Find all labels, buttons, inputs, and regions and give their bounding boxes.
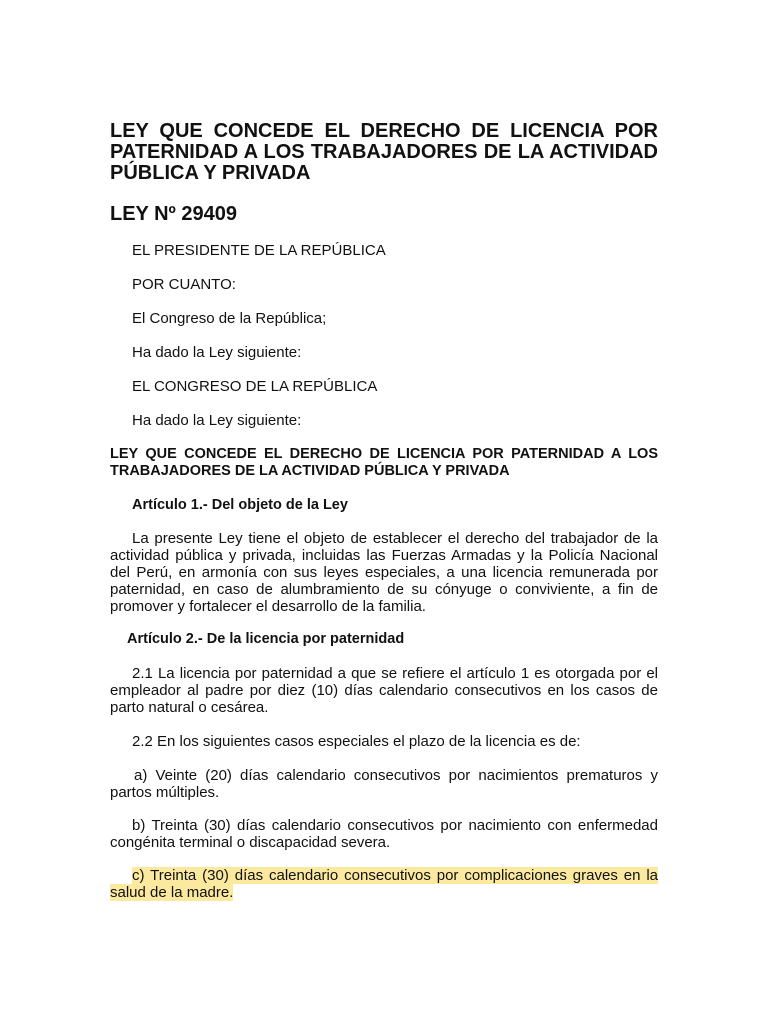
highlighted-text: c) Treinta (30) días calendario consecutivos por complicaciones graves en la salud de la madre. [110, 867, 658, 901]
preamble-president: EL PRESIDENTE DE LA REPÚBLICA [132, 242, 386, 259]
article-1-text: La presente Ley tiene el objeto de establecer el derecho del trabajador de la actividad pública y privada, incluidas las Fuerzas Armadas y la Policía Nacional del Perú, en armonía con sus leyes especiales, a una licencia remunerada por paternidad, en caso de alumbramiento de su cónyuge o conviviente, a fin de promover y fortalecer el desarrollo de la familia. [110, 530, 658, 615]
law-number: LEY Nº 29409 [110, 203, 238, 225]
document-title: LEY QUE CONCEDE EL DERECHO DE LICENCIA POR PATERNIDAD A LOS TRABAJADORES DE LA ACTIVIDAD PÚBLICA Y PRIVADA [110, 120, 658, 184]
article-2-paragraph-1: 2.1 La licencia por paternidad a que se refiere el artículo 1 es otorgada por el empleador al padre por diez (10) días calendario consecutivos en los casos de parto natural o cesárea. [110, 665, 658, 716]
preamble-congreso-caps: EL CONGRESO DE LA REPÚBLICA [132, 378, 378, 395]
article-2-paragraph-2: 2.2 En los siguientes casos especiales el plazo de la licencia es de: [132, 733, 581, 750]
document-content [110, 121, 658, 901]
preamble-ha-dado-1: Ha dado la Ley siguiente: [132, 344, 302, 361]
article-2-item-c-highlighted [110, 867, 658, 901]
article-2-item-b: b) Treinta (30) días calendario consecutivos por nacimiento con enfermedad congénita terminal o discapacidad severa. [110, 817, 658, 851]
article-2-item-a: a) Veinte (20) días calendario consecutivos por nacimientos prematuros y partos múltiples. [110, 767, 658, 801]
article-1-heading: Artículo 1.- Del objeto de la Ley [132, 497, 348, 513]
preamble-congreso: El Congreso de la República; [132, 310, 327, 327]
law-title-repeat: LEY QUE CONCEDE EL DERECHO DE LICENCIA POR PATERNIDAD A LOS TRABAJADORES DE LA ACTIVIDAD PÚBLICA Y PRIVADA [110, 446, 658, 479]
preamble-ha-dado-2: Ha dado la Ley siguiente: [132, 412, 302, 429]
article-2-heading: Artículo 2.- De la licencia por paternidad [127, 631, 405, 647]
preamble-por-cuanto: POR CUANTO: [132, 276, 236, 293]
